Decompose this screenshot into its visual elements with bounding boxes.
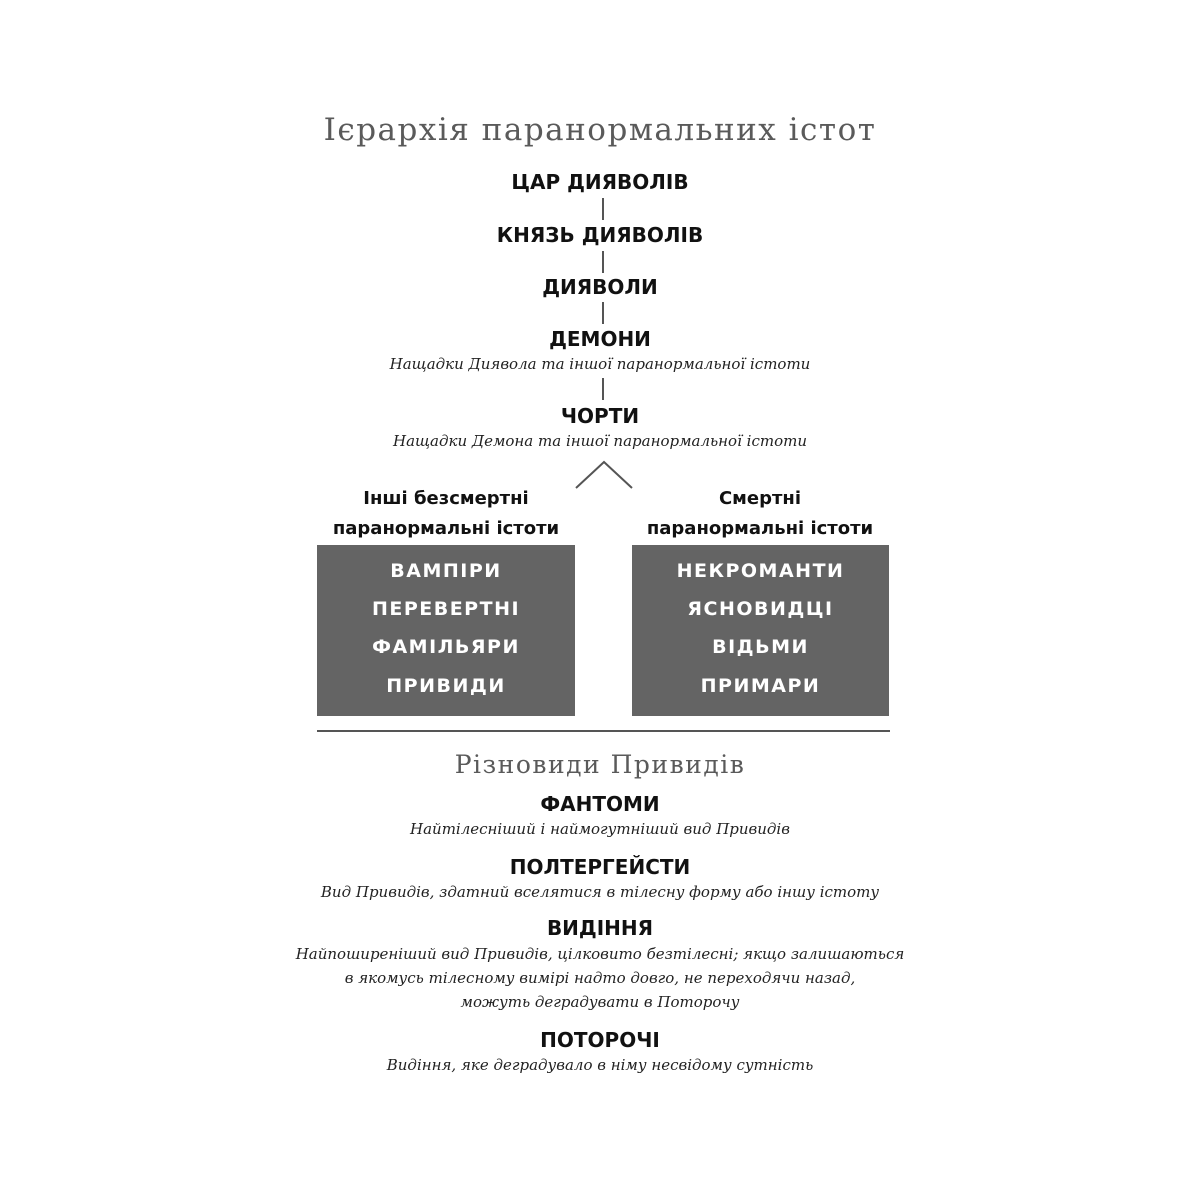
- branch-heading-mortal: [610, 484, 910, 544]
- ghost-type-fantomy: ФАНТОМИ: [540, 792, 660, 816]
- connector-line: [602, 198, 604, 220]
- node-chorty: ЧОРТИ: [560, 404, 640, 428]
- page-title: Ієрархія паранормальних істот: [323, 112, 877, 148]
- node-chorty-note: Нащадки Демона та іншої паранормальної істоти: [393, 432, 807, 450]
- connector-line: [602, 302, 604, 324]
- node-demony: ДЕМОНИ: [549, 327, 651, 351]
- box-item: ПРИМАРИ: [700, 675, 821, 697]
- ghost-type-fantomy-desc: Найтілесніший і наймогутніший вид Привидів: [410, 820, 790, 838]
- ghost-section-title: Різновиди Привидів: [454, 750, 746, 779]
- node-dyavoly: ДИЯВОЛИ: [542, 275, 658, 299]
- box-item: ЯСНОВИДЦІ: [687, 598, 834, 620]
- box-item: ПРИВИДИ: [386, 675, 506, 697]
- branch-heading-mortal-line1: Смертні: [718, 488, 802, 509]
- ghost-type-potorochi: ПОТОРОЧІ: [540, 1028, 660, 1052]
- branch-heading-immortal: [296, 484, 596, 544]
- ghost-type-vydinnia-desc-line2: в якомусь тілесному вимірі надто довго, не переходячи назад,: [344, 969, 856, 987]
- mortal-box: [632, 545, 889, 716]
- immortal-box: [317, 545, 575, 716]
- ghost-type-vydinnia: ВИДІННЯ: [546, 916, 654, 940]
- box-item: ПЕРЕВЕРТНІ: [371, 598, 521, 620]
- connector-line: [602, 378, 604, 400]
- branch-heading-mortal-line2: паранормальні істоти: [646, 518, 874, 539]
- ghost-type-vydinnia-desc-line1: Найпоширеніший вид Привидів, цілковито безтілесні; якщо залишаються: [295, 945, 905, 963]
- node-tsar-dyavoliv: ЦАР ДИЯВОЛІВ: [511, 170, 689, 194]
- connector-line: [602, 251, 604, 273]
- box-item: ВІДЬМИ: [712, 636, 809, 658]
- ghost-type-poltergeisty-desc: Вид Привидів, здатний вселятися в тілесну форму або іншу істоту: [320, 883, 880, 901]
- section-divider: [317, 730, 890, 732]
- box-item: ВАМПІРИ: [390, 560, 502, 582]
- branch-heading-immortal-line2: паранормальні істоти: [332, 518, 560, 539]
- ghost-type-vydinnia-desc-line3: можуть деградувати в Поторочу: [460, 993, 740, 1011]
- ghost-type-poltergeisty: ПОЛТЕРГЕЙСТИ: [509, 855, 691, 879]
- branch-heading-immortal-line1: Інші безсмертні: [363, 488, 529, 509]
- node-demony-note: Нащадки Диявола та іншої паранормальної істоти: [389, 355, 811, 373]
- box-item: ФАМІЛЬЯРИ: [372, 636, 520, 658]
- ghost-type-potorochi-desc: Видіння, яке деградувало в німу несвідому сутність: [386, 1056, 814, 1074]
- box-item: НЕКРОМАНТИ: [676, 560, 845, 582]
- node-knyaz-dyavoliv: КНЯЗЬ ДИЯВОЛІВ: [496, 223, 704, 247]
